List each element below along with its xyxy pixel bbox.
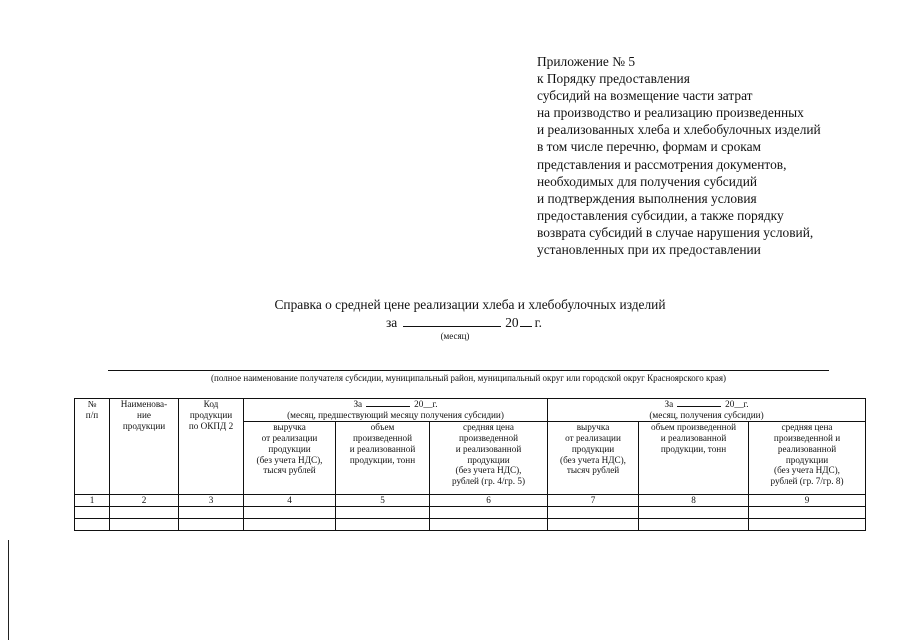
header-text: ние [137,409,151,420]
table-cell [75,518,110,530]
header-group-curr: За 20__г. (месяц, получения субсидии) [548,399,866,422]
header-code [179,399,244,495]
table-cell [244,518,336,530]
table-cell [244,506,336,518]
header-text: объем [370,421,395,432]
appendix-line: Приложение № 5 [537,54,636,69]
header-text: продукции [189,409,233,420]
table-cell [336,506,430,518]
group-curr-caption: (месяц, получения субсидии) [649,409,764,420]
subheader-cell [430,421,548,494]
table-cell [179,506,244,518]
appendix-line: субсидий на возмещение части затрат [537,88,753,104]
table-cell [179,518,244,530]
table-row [75,518,866,530]
header-text: продукции [122,420,166,431]
table-row [75,506,866,518]
appendix-line: к Порядку предоставления [537,71,690,87]
header-no [75,399,110,495]
column-number: 5 [336,494,430,506]
header-text: п/п [85,409,99,420]
period-prefix: за [386,315,398,330]
header-text: по ОКПД 2 [188,420,234,431]
table-cell [430,518,548,530]
header-text: (без учета НДС), [256,454,323,465]
period-year: 20 [505,315,519,330]
appendix-line: предоставления субсидии, а также порядку [537,207,784,223]
period-suffix: г. [534,315,542,330]
column-number: 9 [749,494,866,506]
margin-line [8,540,9,640]
column-number: 1 [75,494,110,506]
header-text: тысяч рублей [263,465,316,476]
appendix-line: необходимых для получения субсидий [537,173,758,189]
column-number: 8 [639,494,749,506]
header-text: от реализации [261,432,318,443]
appendix-line: в том числе перечню, формам и срокам [537,139,762,155]
header-text: продукции [785,454,829,465]
appendix-line: возврата субсидий в случае нарушения условий, [537,224,814,240]
header-text: произведенной [353,432,412,443]
appendix-line: установленных при их предоставлении [537,242,761,258]
subheader-cell [639,421,749,494]
header-name [110,399,179,495]
subheader-cell [749,421,866,494]
header-text: объем произведенной [651,421,736,432]
table-cell [639,506,749,518]
header-text: от реализации [565,432,621,443]
report-table [74,398,866,531]
table-cell [548,518,639,530]
month-blank [403,314,501,327]
header-text: произведенной [459,432,518,443]
header-text: продукции [571,443,615,454]
header-text: средняя цена [781,421,833,432]
document-title: Справка о средней цене реализации хлеба и хлебобулочных изделий [274,297,666,312]
header-group-prev: За 20__г. (месяц, предшествующий месяцу получения субсидии) [244,399,548,422]
header-text: выручка [273,421,306,432]
table-cell [110,506,179,518]
header-text: и реализованной [455,443,522,454]
header-text: произведенной и [773,432,841,443]
table-cell [749,506,866,518]
table-cell [110,518,179,530]
group-prev-caption: (месяц, предшествующий месяцу получения субсидии) [287,409,504,420]
header-text: выручка [576,421,610,432]
table-cell [75,506,110,518]
appendix-line: на производство и реализацию произведенных [537,105,804,121]
header-text: и реализованной [660,432,727,443]
year-blank [520,314,532,327]
header-text: Наименова- [120,399,168,409]
header-text: продукции, тонн [349,454,416,465]
header-text: рублей (гр. 4/гр. 5) [451,476,526,487]
table-cell [430,506,548,518]
header-text: и реализованной [349,443,416,454]
table-cell [548,506,639,518]
subheader-cell [548,421,639,494]
appendix-line: и подтверждения выполнения условия [537,190,757,206]
column-number: 4 [244,494,336,506]
header-text: средняя цена [463,421,514,432]
column-number: 3 [179,494,244,506]
header-text: продукции [467,454,510,465]
header-text: реализованной [777,443,837,454]
table-cell [749,518,866,530]
column-number: 6 [430,494,548,506]
column-number: 2 [110,494,179,506]
table-cell [639,518,749,530]
header-text: № [87,399,97,409]
header-text: рублей (гр. 7/гр. 8) [770,476,844,487]
subheader-cell [244,421,336,494]
header-text: продукции, тонн [660,443,727,454]
appendix-line: и реализованных хлеба и хлебобулочных изделий [537,122,821,138]
subheader-cell [336,421,430,494]
header-text: (без учета НДС), [455,465,522,476]
column-number: 7 [548,494,639,506]
appendix-header [537,53,877,258]
month-caption: (месяц) [440,331,470,341]
table-cell [336,518,430,530]
header-text: продукции [268,443,311,454]
period-line [386,314,542,331]
header-text: Код [203,399,219,409]
header-text: (без учета НДС), [774,465,840,476]
header-text: тысяч рублей [566,465,620,476]
recipient-line [108,370,829,371]
header-text: (без учета НДС), [560,454,626,465]
appendix-line: представления и рассмотрения документов, [537,156,787,172]
recipient-caption: (полное наименование получателя субсидии, муниципальный район, муниципальный округ или городской округ Красноярского края) [211,373,726,383]
